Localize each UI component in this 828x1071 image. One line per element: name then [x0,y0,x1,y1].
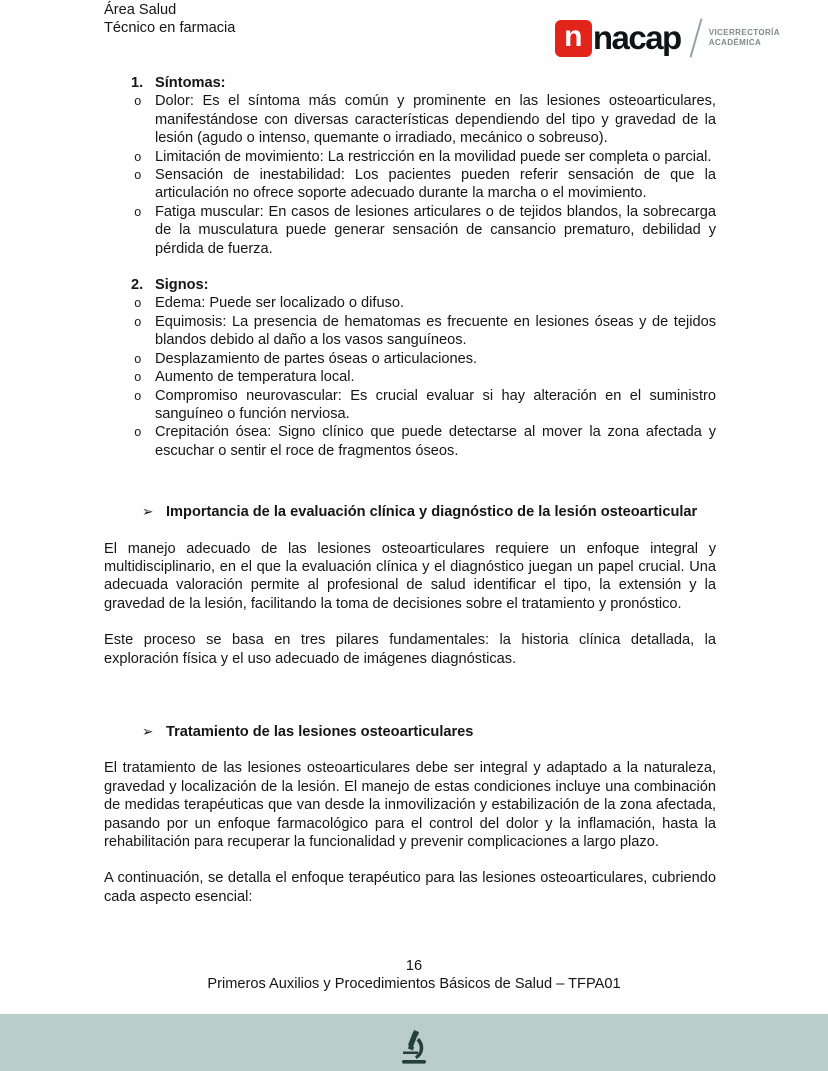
bullet-item [104,203,716,258]
section-heading-evaluation [104,503,716,521]
document-body [104,74,716,906]
bullet-item [104,350,716,368]
page-number: 16 [405,958,423,974]
section-heading-text: Tratamiento de las lesiones osteoarticulares [166,723,474,740]
bullet-item [104,294,716,312]
bullet-text: Sensación de inestabilidad: Los pacientes pueden referir sensación de que la articulación no ofrece soporte adecuado durante la marcha o el movimiento. [155,167,716,202]
list-heading [104,276,716,294]
list-number: 1. [131,75,144,91]
circle-bullet: o [134,315,142,330]
section-heading-treatment [104,723,716,741]
bullet-text: Edema: Puede ser localizado o difuso. [155,295,405,312]
logo-subtitle-line2: ACADÉMICA [708,38,762,47]
inacap-logo-text: nacap [592,19,681,56]
header-program-label: Técnico en farmacia [104,20,236,37]
page-footer [0,957,828,994]
list-title: Síntomas: [155,75,226,91]
bullet-text: Aumento de temperatura local. [155,369,355,386]
bullet-item [104,148,716,166]
logo-subtitle [709,28,780,48]
bullet-item [104,92,716,147]
bullet-text: Desplazamiento de partes óseas o articulaciones. [155,350,478,367]
section-heading-text: Importancia de la evaluación clínica y diagnóstico de la lesión osteoarticular [166,504,698,521]
arrow-bullet-icon: ➢ [142,723,154,739]
bullet-text: Compromiso neurovascular: Es crucial evaluar si hay alteración en el suministro sanguíneo o función nerviosa. [155,387,716,422]
arrow-bullet-icon: ➢ [142,504,154,520]
bottom-band [0,1014,828,1071]
circle-bullet: o [134,150,142,165]
paragraph: A continuación, se detalla el enfoque terapéutico para las lesiones osteoarticulares, cubriendo cada aspecto esencial: [104,870,716,905]
bullet-text: Equimosis: La presencia de hematomas es frecuente en lesiones óseas y de tejidos blandos debido al daño a los vasos sanguíneos. [155,313,716,349]
inacap-logo-icon: n [555,20,592,57]
circle-bullet: o [134,297,142,312]
circle-bullet: o [134,169,142,184]
circle-bullet: o [134,352,142,367]
bullet-item [104,368,716,386]
bullet-item [104,166,716,203]
paragraph: Este proceso se basa en tres pilares fundamentales: la historia clínica detallada, la exploración física y el uso adecuado de imágenes diagnósticas. [104,632,716,667]
bullet-item [104,313,716,350]
logo-subtitle-line1: VICERRECTORÍA [708,28,780,37]
bullet-text: Limitación de movimiento: La restricción en la movilidad puede ser completa o parcial. [155,148,712,165]
paragraph: El manejo adecuado de las lesiones osteoarticulares requiere un enfoque integral y multidisciplinario, en el que la evaluación clínica y el diagnóstico juegan un papel crucial. Una adecuada valoración permite al profesional de salud identificar el tipo, la extensión y la gravedad de la lesión, facilitando la toma de decisiones sobre el tratamiento y pronóstico. [104,540,716,612]
logo-divider [689,18,702,57]
footer-course-title: Primeros Auxilios y Procedimientos Básicos de Salud – TFPA01 [207,976,621,993]
signs-list [104,276,716,460]
bullet-text: Fatiga muscular: En casos de lesiones articulares o de tejidos blandos, la sobrecarga de la musculatura puede generar sensación de cansancio prematuro, debilidad y pérdida de fuerza. [155,203,716,257]
circle-bullet: o [134,95,142,110]
list-number: 2. [131,277,144,294]
bullet-text: Dolor: Es el síntoma más común y prominente en las lesiones osteoarticulares, manifestándose con diversas características dependiendo del tipo y gravedad de la lesión (agudo o intenso, quemante o irradiado, mecánico o sobreuso). [155,93,716,147]
header-area-label: Área Salud [104,2,177,18]
paragraph: El tratamiento de las lesiones osteoarticulares debe ser integral y adaptado a la naturaleza, gravedad y localización de la lesión. El manejo de estas condiciones incluye una combinación de medidas terapéuticas que van desde la inmovilización y estabilización de la zona afectada, pasando por un enfoque farmacológico para el control del dolor y la inflamación, hasta la rehabilitación para recuperar la funcionalidad y prevenir complicaciones a largo plazo. [104,760,716,850]
bullet-text: Crepitación ósea: Signo clínico que puede detectarse al mover la zona afectada y escuchar o sentir el roce de fragmentos óseos. [155,424,716,459]
microscope-icon [401,1030,427,1064]
circle-bullet: o [134,205,142,220]
header-block [104,1,235,38]
inacap-logo [555,18,780,58]
circle-bullet: o [134,389,142,404]
circle-bullet: o [134,426,142,441]
list-title: Signos: [155,277,209,294]
bullet-item [104,423,716,460]
list-heading [104,74,716,92]
circle-bullet: o [134,371,142,386]
bullet-item [104,387,716,424]
symptoms-list [104,74,716,258]
